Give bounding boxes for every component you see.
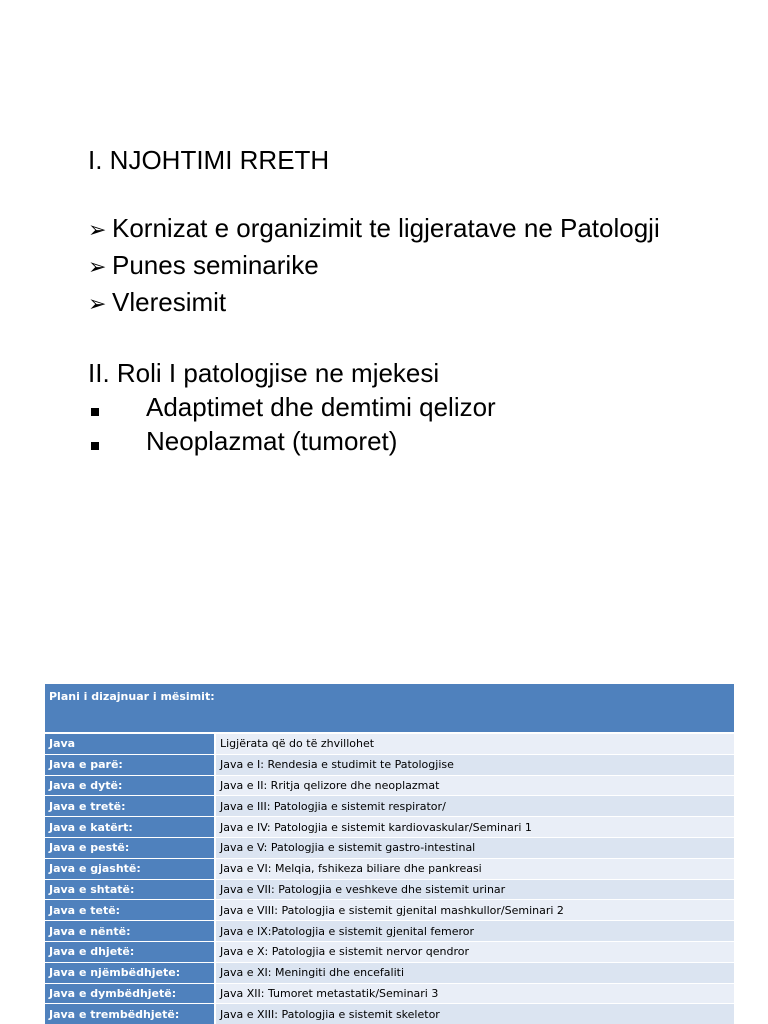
table-row: [45, 837, 734, 858]
week-cell: Java e tretë:: [45, 796, 215, 817]
heading-roli: II. Roli I patologjise ne mjekesi: [88, 358, 440, 388]
week-cell: Java: [45, 733, 215, 754]
arrow-list-item: [88, 248, 758, 285]
table-row: [45, 754, 734, 775]
arrow-item-text: Vleresimit: [112, 287, 227, 317]
table-row: [45, 983, 734, 1004]
lecture-cell: Java e IX:Patologjia e sistemit gjenital femeror: [215, 921, 734, 942]
lecture-cell: Java e III: Patologjia e sistemit respirator/: [215, 796, 734, 817]
table-row: [45, 733, 734, 754]
week-cell: Java e gjashtë:: [45, 858, 215, 879]
table-row: [45, 941, 734, 962]
arrow-list-item: [88, 285, 758, 322]
lecture-cell: Java e II: Rritja qelizore dhe neoplazmat: [215, 775, 734, 796]
square-item-text: Neoplazmat (tumoret): [146, 426, 398, 456]
week-cell: Java e njëmbëdhjete:: [45, 962, 215, 983]
table-row: [45, 817, 734, 838]
lecture-cell: Java XII: Tumoret metastatik/Seminari 3: [215, 983, 734, 1004]
table-row: [45, 921, 734, 942]
lecture-cell: Java e X: Patologjia e sistemit nervor qendror: [215, 941, 734, 962]
table-row: [45, 900, 734, 921]
arrow-list-item: [88, 211, 758, 248]
lecture-cell: Java e VI: Melqia, fshikeza biliare dhe pankreasi: [215, 858, 734, 879]
week-cell: Java e dytë:: [45, 775, 215, 796]
spacer: [88, 322, 758, 356]
week-cell: Java e dymbëdhjetë:: [45, 983, 215, 1004]
spacer: [88, 177, 758, 211]
table-row: [45, 796, 734, 817]
square-list-item: [88, 424, 758, 458]
week-cell: Java e shtatë:: [45, 879, 215, 900]
lecture-cell: Java e VIII: Patologjia e sistemit gjenital mashkullor/Seminari 2: [215, 900, 734, 921]
slide-content: [88, 143, 758, 458]
table-title: Plani i dizajnuar i mësimit:: [45, 684, 734, 733]
lecture-cell: Java e V: Patologjia e sistemit gastro-intestinal: [215, 837, 734, 858]
week-cell: Java e trembëdhjetë:: [45, 1004, 215, 1024]
square-bullet-icon: [91, 442, 99, 450]
arrow-item-text: Punes seminarike: [112, 250, 319, 280]
table-row: [45, 879, 734, 900]
week-cell: Java e tetë:: [45, 900, 215, 921]
table-row: [45, 775, 734, 796]
table-row: [45, 1004, 734, 1024]
week-cell: Java e pestë:: [45, 837, 215, 858]
plan-table: [45, 684, 734, 1024]
week-cell: Java e katërt:: [45, 817, 215, 838]
lecture-cell: Java e I: Rendesia e studimit te Patologjise: [215, 754, 734, 775]
arrow-bullet-icon: ➢: [88, 218, 107, 243]
table-row: [45, 858, 734, 879]
square-item-text: Adaptimet dhe demtimi qelizor: [146, 392, 496, 422]
lecture-cell: Java e IV: Patologjia e sistemit kardiovaskular/Seminari 1: [215, 817, 734, 838]
heading-njohtimi: I. NJOHTIMI RRETH: [88, 145, 330, 175]
lecture-cell: Java e VII: Patologjia e veshkeve dhe sistemit urinar: [215, 879, 734, 900]
lecture-cell: Java e XIII: Patologjia e sistemit skeletor: [215, 1004, 734, 1024]
arrow-bullet-icon: ➢: [88, 255, 107, 280]
square-list-item: [88, 390, 758, 424]
table-row: [45, 962, 734, 983]
week-cell: Java e dhjetë:: [45, 941, 215, 962]
week-cell: Java e parë:: [45, 754, 215, 775]
arrow-item-text: Kornizat e organizimit te ligjeratave ne Patologji: [112, 213, 660, 243]
table-body: [45, 733, 734, 1024]
lecture-cell: Ligjërata që do të zhvillohet: [215, 733, 734, 754]
lecture-cell: Java e XI: Meningiti dhe encefaliti: [215, 962, 734, 983]
square-bullet-icon: [91, 408, 99, 416]
arrow-bullet-icon: ➢: [88, 292, 107, 317]
week-cell: Java e nëntë:: [45, 921, 215, 942]
